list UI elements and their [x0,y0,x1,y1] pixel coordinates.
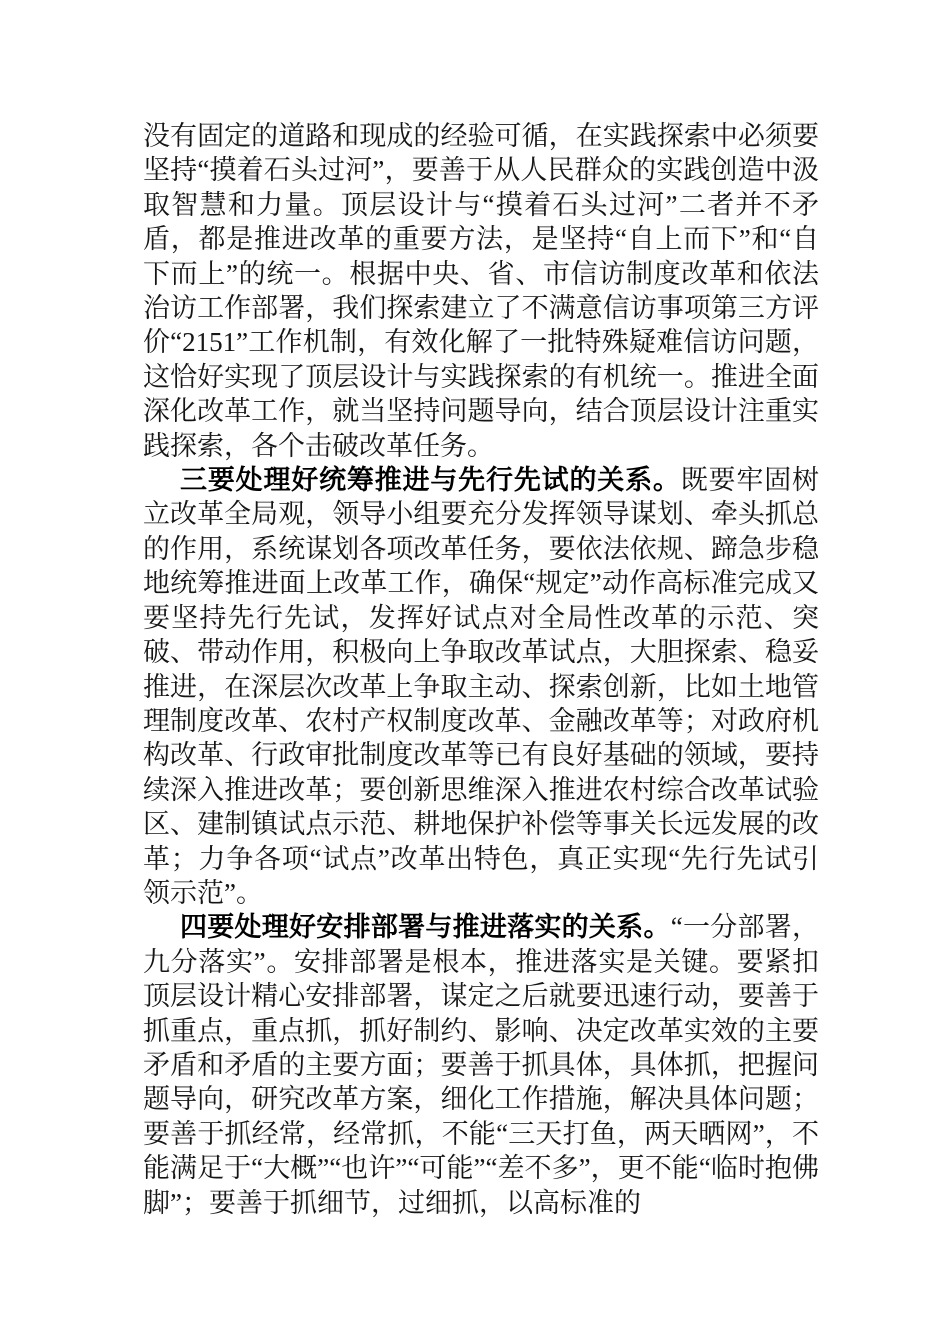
paragraph-text: 没有固定的道路和现成的经验可循，在实践探索中必须要坚持“摸着石头过河”，要善于从人民群众的实践创造中汲取智慧和力量。顶层设计与“摸着石头过河”二者并不矛盾，都是推进改革的重要方法，是坚持“自上而下”和“自下而上”的统一。根据中央、省、市信访制度改革和依法治访工作部署，我们探索建立了不满意信访事项第三方评价“2151”工作机制，有效化解了一批特殊疑难信访问题，这恰好实现了顶层设计与实践探索的有机统一。推进全面深化改革工作，就当坚持问题导向，结合顶层设计注重实践探索，各个击破改革任务。 [143,121,819,461]
paragraph-continuation [143,119,819,463]
paragraph-three [143,463,819,910]
text-block [143,119,819,1220]
paragraph-lead: 四要处理好安排部署与推进落实的关系。 [180,912,671,943]
paragraph-lead: 三要处理好统筹推进与先行先试的关系。 [180,465,681,496]
paragraph-four [143,910,819,1220]
paragraph-text: 既要牢固树立改革全局观，领导小组要充分发挥领导谋划、牵头抓总的作用，系统谋划各项改革任务，要依法依规、蹄急步稳地统筹推进面上改革工作，确保“规定”动作高标准完成又要坚持先行先试，发挥好试点对全局性改革的示范、突破、带动作用，积极向上争取改革试点，大胆探索、稳妥推进，在深层次改革上争取主动、探索创新，比如土地管理制度改革、农村产权制度改革、金融改革等；对政府机构改革、行政审批制度改革等已有良好基础的领域，要持续深入推进改革；要创新思维深入推进农村综合改革试验区、建制镇试点示范、耕地保护补偿等事关长远发展的改革；力争各项“试点”改革出特色，真正实现“先行先试引领示范”。 [143,465,820,908]
paragraph-text: “一分部署，九分落实”。安排部署是根本，推进落实是关键。要紧扣顶层设计精心安排部署，谋定之后就要迅速行动，要善于抓重点，重点抓，抓好制约、影响、决定改革实效的主要矛盾和矛盾的主要方面；要善于抓具体，具体抓，把握问题导向，研究改革方案，细化工作措施，解决具体问题；要善于抓经常，经常抓，不能“三天打鱼，两天晒网”，不能满足于“大概”“也许”“可能”“差不多”，更不能“临时抱佛脚”；要善于抓细节，过细抓，以高标准的 [143,912,820,1218]
